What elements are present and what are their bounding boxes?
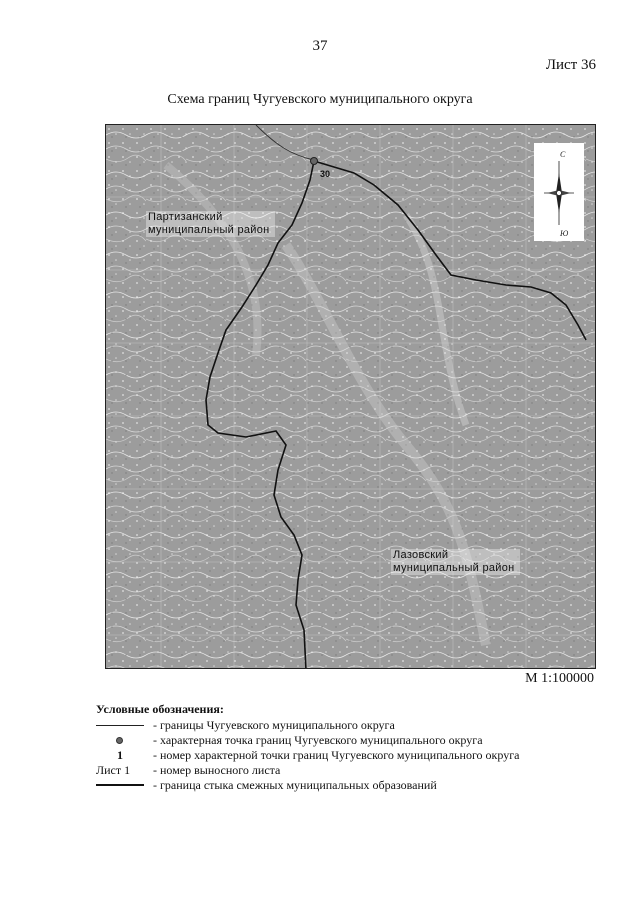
- compass-north-label: С: [560, 150, 566, 159]
- point-number-symbol: 1: [117, 748, 123, 762]
- legend-item: [96, 748, 596, 763]
- thin-line-icon: [96, 718, 144, 733]
- legend: [96, 702, 596, 793]
- legend-item-text: - границы Чугуевского муниципального округа: [153, 718, 395, 732]
- legend-item-text: - номер характерной точки границ Чугуевского муниципального округа: [153, 748, 520, 762]
- thick-line-icon: [96, 778, 144, 793]
- region-label-partizansky: Партизанский муниципальный район: [146, 211, 275, 237]
- legend-item: [96, 763, 596, 778]
- page-number: 37: [312, 38, 328, 54]
- legend-item-text: - номер выносного листа: [153, 763, 281, 777]
- compass-south-label: Ю: [560, 229, 569, 238]
- legend-item-text: - граница стыка смежных муниципальных образований: [153, 778, 437, 792]
- topographic-map: [106, 125, 596, 669]
- legend-item-text: - характерная точка границ Чугуевского муниципального округа: [153, 733, 483, 747]
- sheet-number-symbol: Лист 1: [96, 763, 131, 777]
- map-title: Схема границ Чугуевского муниципального округа: [167, 92, 473, 107]
- legend-title: Условные обозначения:: [96, 702, 224, 716]
- point-number-30: 30: [320, 169, 331, 179]
- legend-item: [96, 733, 596, 748]
- characteristic-point-30: [311, 158, 318, 165]
- legend-item: [96, 778, 596, 793]
- legend-item-symbol: [96, 763, 144, 778]
- legend-item: [96, 718, 596, 733]
- terrain-texture: [106, 125, 596, 669]
- map-frame: [105, 124, 596, 669]
- map-scale: М 1:100000: [525, 671, 594, 686]
- region-label-lazovsky: Лазовский муниципальный район: [391, 549, 520, 575]
- legend-item-symbol: [96, 748, 144, 763]
- compass-rose: [534, 143, 584, 241]
- north-arrow-icon: [534, 143, 584, 241]
- sheet-label: Лист 36: [545, 57, 596, 73]
- dot-icon: [96, 733, 144, 748]
